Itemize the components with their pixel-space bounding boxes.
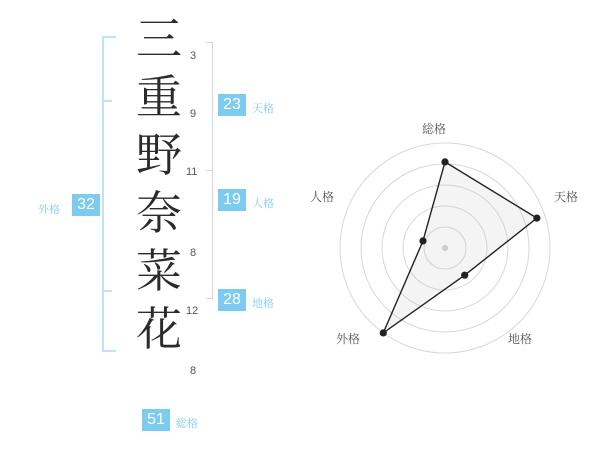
radar-axis-label-jinkaku: 人格	[310, 190, 335, 204]
name-stroke-panel	[0, 0, 300, 470]
kanji-char: 奈	[136, 186, 182, 240]
tenkaku-bracket-vertical	[212, 42, 213, 170]
radar-axis-label-chikaku: 地格	[508, 332, 533, 346]
soukaku-value: 51	[142, 409, 170, 431]
kanji-char: 菜	[136, 244, 182, 298]
outer-bracket-tick-upper	[102, 100, 112, 102]
stroke-count: 11	[186, 166, 198, 178]
outer-bracket-top	[102, 36, 116, 38]
jinkaku-bracket-vertical	[212, 170, 213, 298]
stroke-count: 8	[190, 365, 197, 377]
jinkaku-value: 19	[218, 189, 246, 211]
radar-axis-label-soukaku: 総格	[422, 122, 447, 136]
kanji-char: 野	[136, 128, 182, 182]
soukaku-label: 総格	[176, 418, 198, 430]
outer-kaku-label: 外格	[38, 204, 60, 216]
kanji-char: 三	[136, 12, 182, 66]
stroke-count: 3	[190, 50, 197, 62]
outer-bracket-tick-lower	[102, 290, 112, 292]
outer-kaku-value: 32	[72, 194, 100, 216]
tenkaku-bracket-top	[206, 42, 213, 43]
radar-chart-panel	[300, 0, 600, 470]
chikaku-value: 28	[218, 289, 246, 311]
outer-bracket-bottom	[102, 350, 116, 352]
tenkaku-label: 天格	[252, 103, 274, 115]
radar-axis-label-tenkaku: 天格	[554, 190, 579, 204]
outer-bracket-vertical	[102, 36, 104, 352]
kanji-char: 重	[136, 70, 182, 124]
stroke-count: 9	[190, 108, 197, 120]
jinkaku-label: 人格	[252, 198, 274, 210]
kanji-char: 花	[136, 302, 182, 356]
radar-axis-label-gaikaku: 外格	[336, 332, 361, 346]
kanji-column	[128, 10, 190, 358]
stroke-count: 8	[190, 247, 197, 259]
jinkaku-bracket-bottom	[206, 298, 213, 299]
radar-chart-svg	[300, 0, 600, 470]
chikaku-label: 地格	[252, 298, 274, 310]
stroke-count: 12	[186, 305, 199, 317]
tenkaku-value: 23	[218, 94, 246, 116]
